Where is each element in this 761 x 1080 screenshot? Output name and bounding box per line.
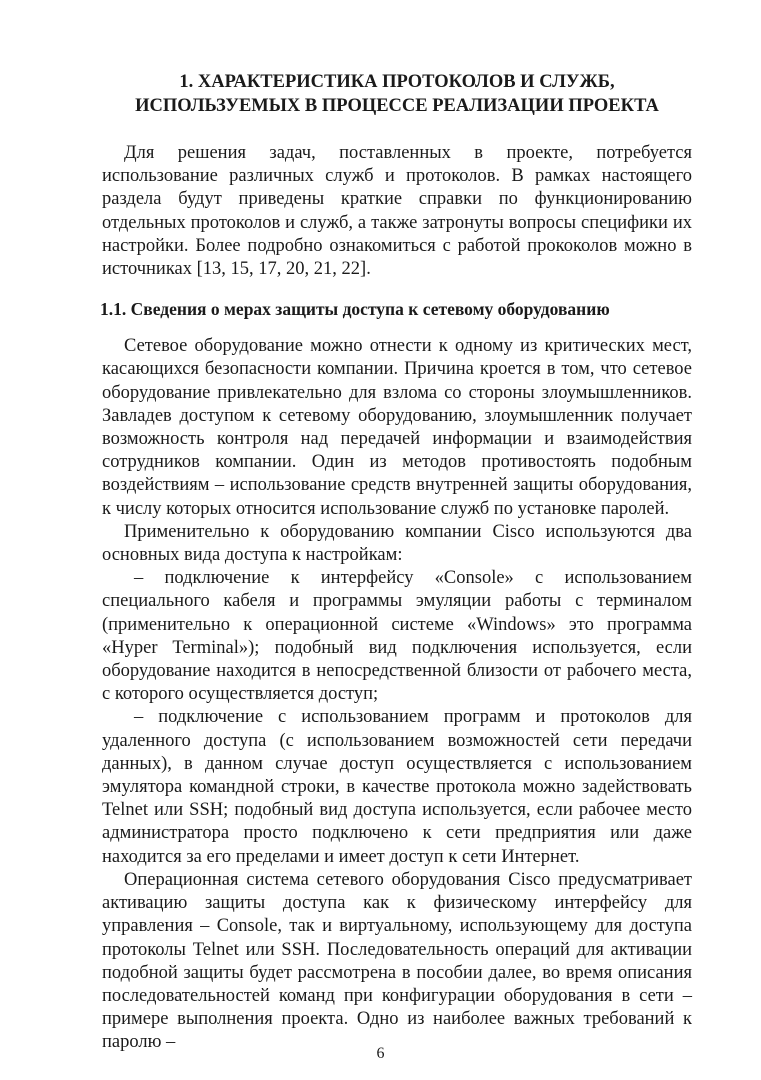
chapter-title-line-2: ИСПОЛЬЗУЕМЫХ В ПРОЦЕССЕ РЕАЛИЗАЦИИ ПРОЕКТА	[135, 96, 659, 116]
paragraph-access-types: Применительно к оборудованию компании Cisco используются два основных вида доступа к настройкам:	[102, 521, 692, 566]
page-content	[102, 70, 692, 1055]
intro-paragraph: Для решения задач, поставленных в проекте, потребуется использование различных служб и протоколов. В рамках настоящего раздела будут приведены краткие справки по функционированию отдельных протоколов и служб, а также затронуты вопросы специфики их настройки. Более подробно ознакомиться с работой прококолов можно в источниках [13, 15, 17, 20, 21, 22].	[102, 143, 692, 280]
section-title: 1.1. Сведения о мерах защиты доступа к сетевому оборудованию	[100, 299, 610, 320]
page-number: 6	[376, 1045, 385, 1062]
chapter-title	[102, 70, 692, 118]
list-item-remote: – подключение с использованием программ и протоколов для удаленного доступа (с использованием возможностей сети передачи данных), в данном случае доступ осуществляется с использованием эмулятора командной строки, в качестве протокола можно задействовать Telnet или SSH; подобный вид доступа используется, если рабочее место администратора просто подключено к сети предприятия или даже находится за его пределами и имеет доступ к сети Интернет.	[102, 707, 692, 867]
list-item-console: – подключение к интерфейсу «Console» с использованием специального кабеля и программы эмуляции работы с терминалом (применительно к операционной системе «Windows» это программа «Hyper Terminal»); подобный вид подключения используется, если оборудование находится в непосредственной близости от рабочего места, с которого осуществляется доступ;	[102, 568, 692, 705]
paragraph-os-protection: Операционная система сетевого оборудования Cisco предусматривает активацию защиты доступа как к физическому интерфейсу для управления – Console, так и виртуальному, использующему для доступа протоколы Telnet или SSH. Последовательность операций для активации подобной защиты будет рассмотрена в пособии далее, во время описания последовательностей команд при конфигурации оборудования в сети – примере выполнения проекта. Одно из наиболее важных требований к паролю –	[102, 869, 692, 1053]
chapter-title-line-1: 1. ХАРАКТЕРИСТИКА ПРОТОКОЛОВ И СЛУЖБ,	[179, 72, 615, 92]
paragraph-security: Сетевое оборудование можно отнести к одному из критических мест, касающихся безопасности компании. Причина кроется в том, что сетевое оборудование привлекательно для взлома со стороны злоумышленников. Завладев доступом к сетевому оборудованию, злоумышленник получает возможность контроля над передачей информации и взаимодействия сотрудников компании. Один из методов противостоять подобным воздействиям – использование средств внутренней защиты оборудования, к числу которых относится использование служб по установке паролей.	[102, 336, 692, 519]
